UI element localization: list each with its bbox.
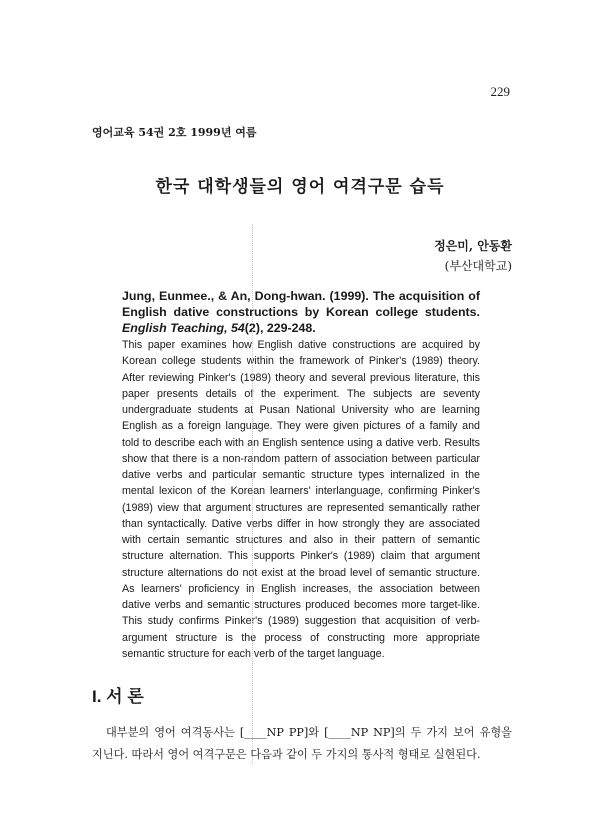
citation [122,288,480,336]
intro-paragraph: 대부분의 영어 여격동사는 [____NP PP]와 [____NP NP]의 두 가지 보어 유형을 지닌다. 따라서 영어 여격구문은 다음과 같이 두 가지의 통사적 형태로 실현된다. [92,726,512,761]
citation-issue-pages: (2), 229-248. [244,321,316,335]
journal-header: 영어교육 54권 2호 1999년 여름 [92,126,257,139]
page-number: 229 [490,84,510,99]
section-heading: I. 서 론 [92,687,144,706]
body-text [92,722,512,766]
scan-artifact-line [252,224,253,764]
citation-journal: English Teaching, 54 [122,321,245,335]
author-affiliation: (부산대학교) [444,259,512,273]
citation-text: Jung, Eunmee., & An, Dong-hwan. (1999). The acquisition of English dative constructions by Korean college students. [122,289,480,319]
abstract: This paper examines how English dative constructions are acquired by Korean college students within the framework of Pinker's (1989) theory. After reviewing Pinker's (1989) theory and several previous literature, this paper presents details of the experiment. The subjects are seventy undergraduate students at Pusan National University who are learning English as a foreign language. They were given pictures of a family and told to describe each with an English sentence using a dative verb. Results show that there is a non-random pattern of association between particular dative verbs and particular semantic structure types internalized in the mental lexicon of the Korean learners' interlanguage, confirming Pinker's (1989) view that argument structures are represented semantically rather than syntactically. Dative verbs differ in how strongly they are associated with certain semantic structures and also in their pattern of semantic structure alternation. This supports Pinker's (1989) claim that argument structure alternations do not exist at the broad level of semantic structure. As learners' proficiency in English increases, the association between dative verbs and semantic structures produced becomes more target-like. This study confirms Pinker's (1989) suggestion that acquisition of verb-argument structure is the process of constructing more appropriate semantic structure for each verb of the target language. [122,339,480,660]
authors-block [434,236,512,276]
paper-title: 한국 대학생들의 영어 여격구문 습득 [155,177,445,197]
author-names: 정은미, 안동환 [434,239,512,253]
